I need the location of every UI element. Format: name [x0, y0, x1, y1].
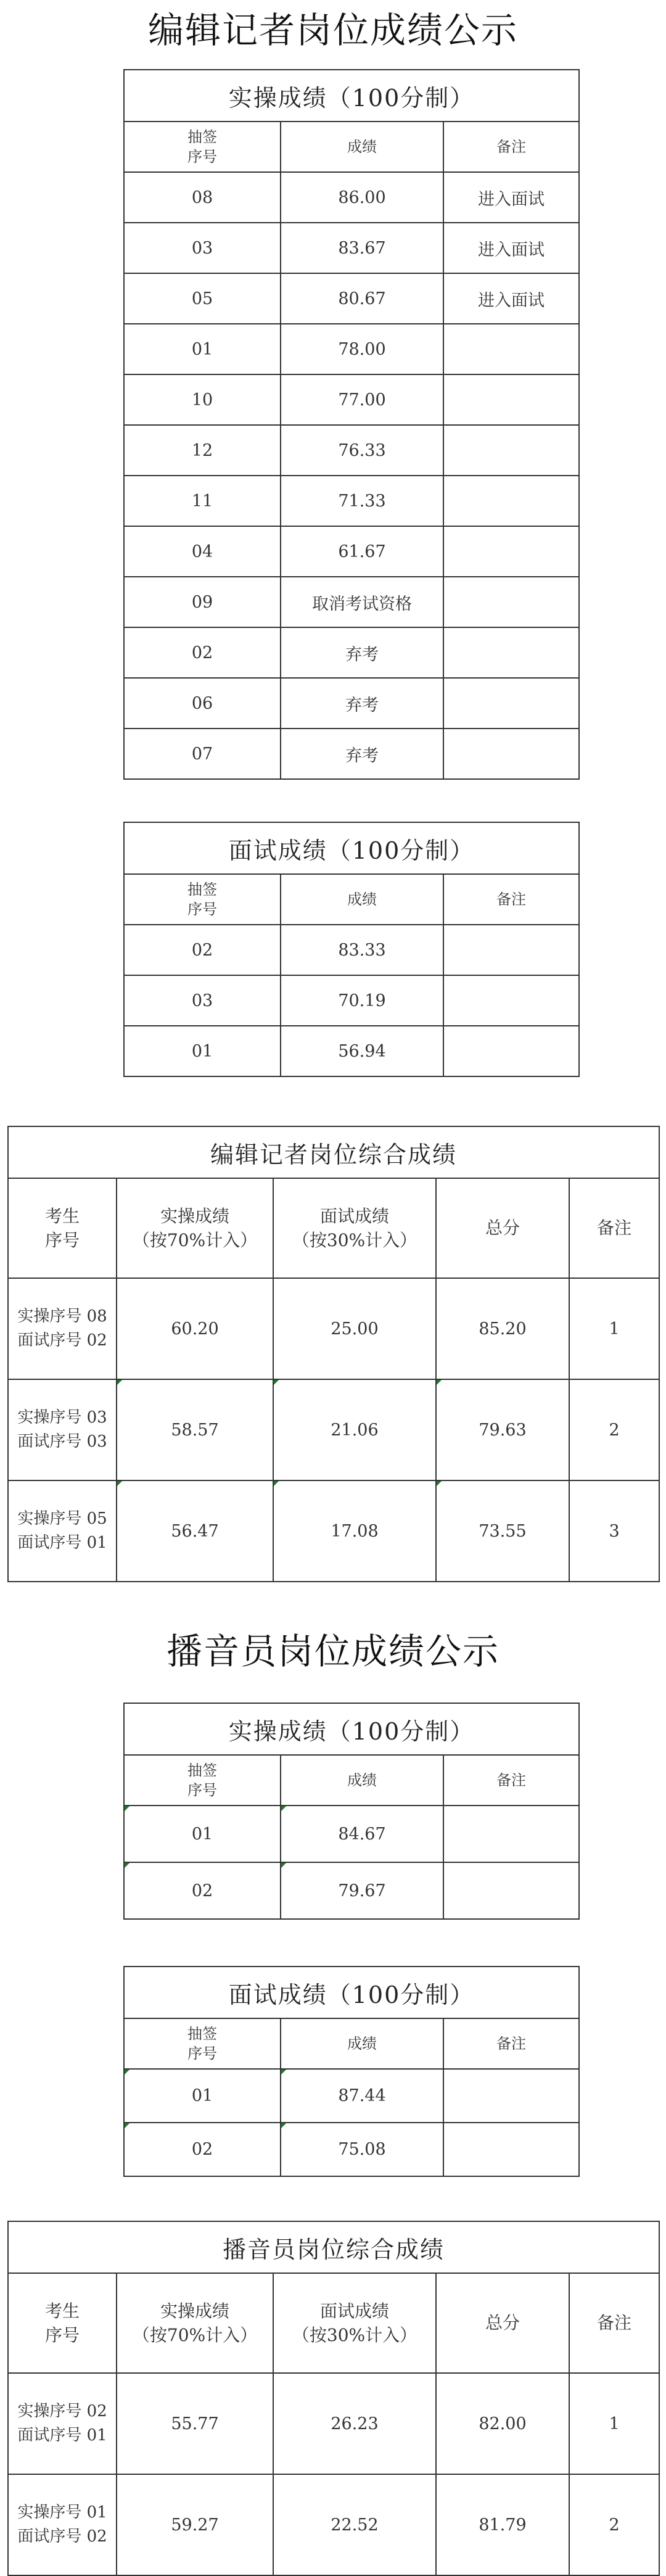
rank-cell: 2 [569, 2474, 659, 2575]
total-score-cell: 73.55 [436, 1480, 569, 1582]
announcer-interview-header-row [124, 2018, 579, 2069]
candidate-number-cell: 实操序号 08 面试序号 02 [8, 1278, 117, 1379]
editor-page-title: 编辑记者岗位成绩公示 [147, 9, 518, 51]
score-cell: 弃考 [281, 729, 443, 779]
rank-cell: 3 [569, 1480, 659, 1582]
table-row [124, 925, 579, 975]
remark-cell [443, 476, 579, 526]
rank-cell: 1 [569, 1278, 659, 1379]
header-candidate-number: 考生 序号 [8, 1178, 117, 1278]
remark-cell [443, 1862, 579, 1919]
remark-cell [443, 324, 579, 374]
score-cell: 83.33 [281, 925, 443, 975]
editor-combined-caption-row [8, 1126, 659, 1178]
header-lot-number: 抽签 序号 [124, 122, 281, 172]
score-cell: 76.33 [281, 425, 443, 476]
remark-cell [443, 374, 579, 425]
remark-cell [443, 1026, 579, 1076]
table-row [124, 324, 579, 374]
table-row [8, 1278, 659, 1379]
announcer-practical-caption: 实操成绩（100分制） [124, 1703, 579, 1755]
announcer-practical-caption-row [124, 1703, 579, 1755]
remark-cell: 进入面试 [443, 223, 579, 273]
header-remark: 备注 [443, 2018, 579, 2069]
table-row [124, 975, 579, 1026]
header-interview-weighted: 面试成绩 （按30%计入） [273, 2273, 436, 2373]
score-cell: 77.00 [281, 374, 443, 425]
remark-cell [443, 627, 579, 678]
header-practical-weighted: 实操成绩 （按70%计入） [117, 1178, 273, 1278]
table-row [124, 425, 579, 476]
remark-cell [443, 678, 579, 729]
announcer-page-title: 播音员岗位成绩公示 [166, 1630, 500, 1672]
announcer-combined-table [7, 2221, 660, 2576]
editor-interview-caption-row [124, 822, 579, 874]
header-score: 成绩 [281, 2018, 443, 2069]
lot-number-cell: 01 [124, 2069, 281, 2123]
remark-cell [443, 2069, 579, 2123]
candidate-number-cell: 实操序号 01 面试序号 02 [8, 2474, 117, 2575]
table-row [124, 476, 579, 526]
score-cell: 取消考试资格 [281, 577, 443, 627]
lot-number-cell: 05 [124, 273, 281, 324]
remark-cell [443, 2123, 579, 2176]
header-interview-weighted: 面试成绩 （按30%计入） [273, 1178, 436, 1278]
table-row [8, 2373, 659, 2474]
editor-interview-header-row [124, 874, 579, 925]
remark-cell [443, 577, 579, 627]
score-cell: 弃考 [281, 627, 443, 678]
total-score-cell: 85.20 [436, 1278, 569, 1379]
header-score: 成绩 [281, 1755, 443, 1806]
remark-cell [443, 729, 579, 779]
header-lot-number: 抽签 序号 [124, 2018, 281, 2069]
header-remark: 备注 [569, 2273, 659, 2373]
remark-cell: 进入面试 [443, 172, 579, 223]
lot-number-cell: 09 [124, 577, 281, 627]
table-row [124, 172, 579, 223]
lot-number-cell: 02 [124, 2123, 281, 2176]
header-practical-weighted: 实操成绩 （按70%计入） [117, 2273, 273, 2373]
editor-practical-caption: 实操成绩（100分制） [124, 70, 579, 122]
remark-cell: 进入面试 [443, 273, 579, 324]
editor-practical-header-row [124, 122, 579, 172]
table-row [8, 1480, 659, 1582]
rank-cell: 1 [569, 2373, 659, 2474]
header-remark: 备注 [443, 122, 579, 172]
header-remark: 备注 [443, 874, 579, 925]
practical-weighted-cell: 58.57 [117, 1379, 273, 1480]
header-total: 总分 [436, 1178, 569, 1278]
lot-number-cell: 02 [124, 1862, 281, 1919]
editor-combined-caption: 编辑记者岗位综合成绩 [8, 1126, 659, 1178]
editor-practical-caption-row [124, 70, 579, 122]
table-row [124, 577, 579, 627]
practical-weighted-cell: 56.47 [117, 1480, 273, 1582]
score-cell: 79.67 [281, 1862, 443, 1919]
table-row [124, 627, 579, 678]
interview-weighted-cell: 17.08 [273, 1480, 436, 1582]
lot-number-cell: 07 [124, 729, 281, 779]
editor-interview-caption: 面试成绩（100分制） [124, 822, 579, 874]
table-row [124, 1026, 579, 1076]
score-cell: 87.44 [281, 2069, 443, 2123]
score-cell: 80.67 [281, 273, 443, 324]
lot-number-cell: 01 [124, 324, 281, 374]
practical-weighted-cell: 55.77 [117, 2373, 273, 2474]
table-row [124, 1806, 579, 1862]
table-row [124, 678, 579, 729]
editor-combined-table [7, 1126, 660, 1582]
score-cell: 86.00 [281, 172, 443, 223]
practical-weighted-cell: 60.20 [117, 1278, 273, 1379]
candidate-number-cell: 实操序号 05 面试序号 01 [8, 1480, 117, 1582]
lot-number-cell: 03 [124, 223, 281, 273]
announcer-interview-caption-row [124, 1967, 579, 2018]
lot-number-cell: 08 [124, 172, 281, 223]
announcer-combined-caption-row [8, 2221, 659, 2273]
interview-weighted-cell: 21.06 [273, 1379, 436, 1480]
table-row [8, 1379, 659, 1480]
interview-weighted-cell: 22.52 [273, 2474, 436, 2575]
lot-number-cell: 06 [124, 678, 281, 729]
header-score: 成绩 [281, 122, 443, 172]
announcer-practical-table [123, 1703, 580, 1920]
practical-weighted-cell: 59.27 [117, 2474, 273, 2575]
remark-cell [443, 425, 579, 476]
header-remark: 备注 [569, 1178, 659, 1278]
table-row [124, 223, 579, 273]
remark-cell [443, 526, 579, 577]
lot-number-cell: 01 [124, 1806, 281, 1862]
remark-cell [443, 975, 579, 1026]
lot-number-cell: 03 [124, 975, 281, 1026]
lot-number-cell: 02 [124, 925, 281, 975]
score-cell: 83.67 [281, 223, 443, 273]
lot-number-cell: 12 [124, 425, 281, 476]
lot-number-cell: 04 [124, 526, 281, 577]
total-score-cell: 79.63 [436, 1379, 569, 1480]
table-row [124, 526, 579, 577]
announcer-combined-header-row [8, 2273, 659, 2373]
score-cell: 弃考 [281, 678, 443, 729]
table-row [124, 1862, 579, 1919]
header-candidate-number: 考生 序号 [8, 2273, 117, 2373]
announcer-combined-caption: 播音员岗位综合成绩 [8, 2221, 659, 2273]
table-row [124, 2123, 579, 2176]
table-row [8, 2474, 659, 2575]
remark-cell [443, 925, 579, 975]
header-score: 成绩 [281, 874, 443, 925]
header-lot-number: 抽签 序号 [124, 874, 281, 925]
editor-interview-table [123, 822, 580, 1077]
score-cell: 71.33 [281, 476, 443, 526]
table-row [124, 374, 579, 425]
table-row [124, 273, 579, 324]
total-score-cell: 81.79 [436, 2474, 569, 2575]
interview-weighted-cell: 26.23 [273, 2373, 436, 2474]
score-cell: 84.67 [281, 1806, 443, 1862]
score-cell: 70.19 [281, 975, 443, 1026]
score-cell: 56.94 [281, 1026, 443, 1076]
announcer-practical-header-row [124, 1755, 579, 1806]
header-remark: 备注 [443, 1755, 579, 1806]
lot-number-cell: 11 [124, 476, 281, 526]
announcer-interview-table [123, 1966, 580, 2177]
interview-weighted-cell: 25.00 [273, 1278, 436, 1379]
score-cell: 78.00 [281, 324, 443, 374]
header-total: 总分 [436, 2273, 569, 2373]
table-row [124, 729, 579, 779]
editor-combined-header-row [8, 1178, 659, 1278]
lot-number-cell: 10 [124, 374, 281, 425]
total-score-cell: 82.00 [436, 2373, 569, 2474]
rank-cell: 2 [569, 1379, 659, 1480]
candidate-number-cell: 实操序号 03 面试序号 03 [8, 1379, 117, 1480]
lot-number-cell: 02 [124, 627, 281, 678]
score-cell: 61.67 [281, 526, 443, 577]
candidate-number-cell: 实操序号 02 面试序号 01 [8, 2373, 117, 2474]
editor-practical-table [123, 69, 580, 780]
score-cell: 75.08 [281, 2123, 443, 2176]
remark-cell [443, 1806, 579, 1862]
lot-number-cell: 01 [124, 1026, 281, 1076]
announcer-interview-caption: 面试成绩（100分制） [124, 1967, 579, 2018]
table-row [124, 2069, 579, 2123]
header-lot-number: 抽签 序号 [124, 1755, 281, 1806]
